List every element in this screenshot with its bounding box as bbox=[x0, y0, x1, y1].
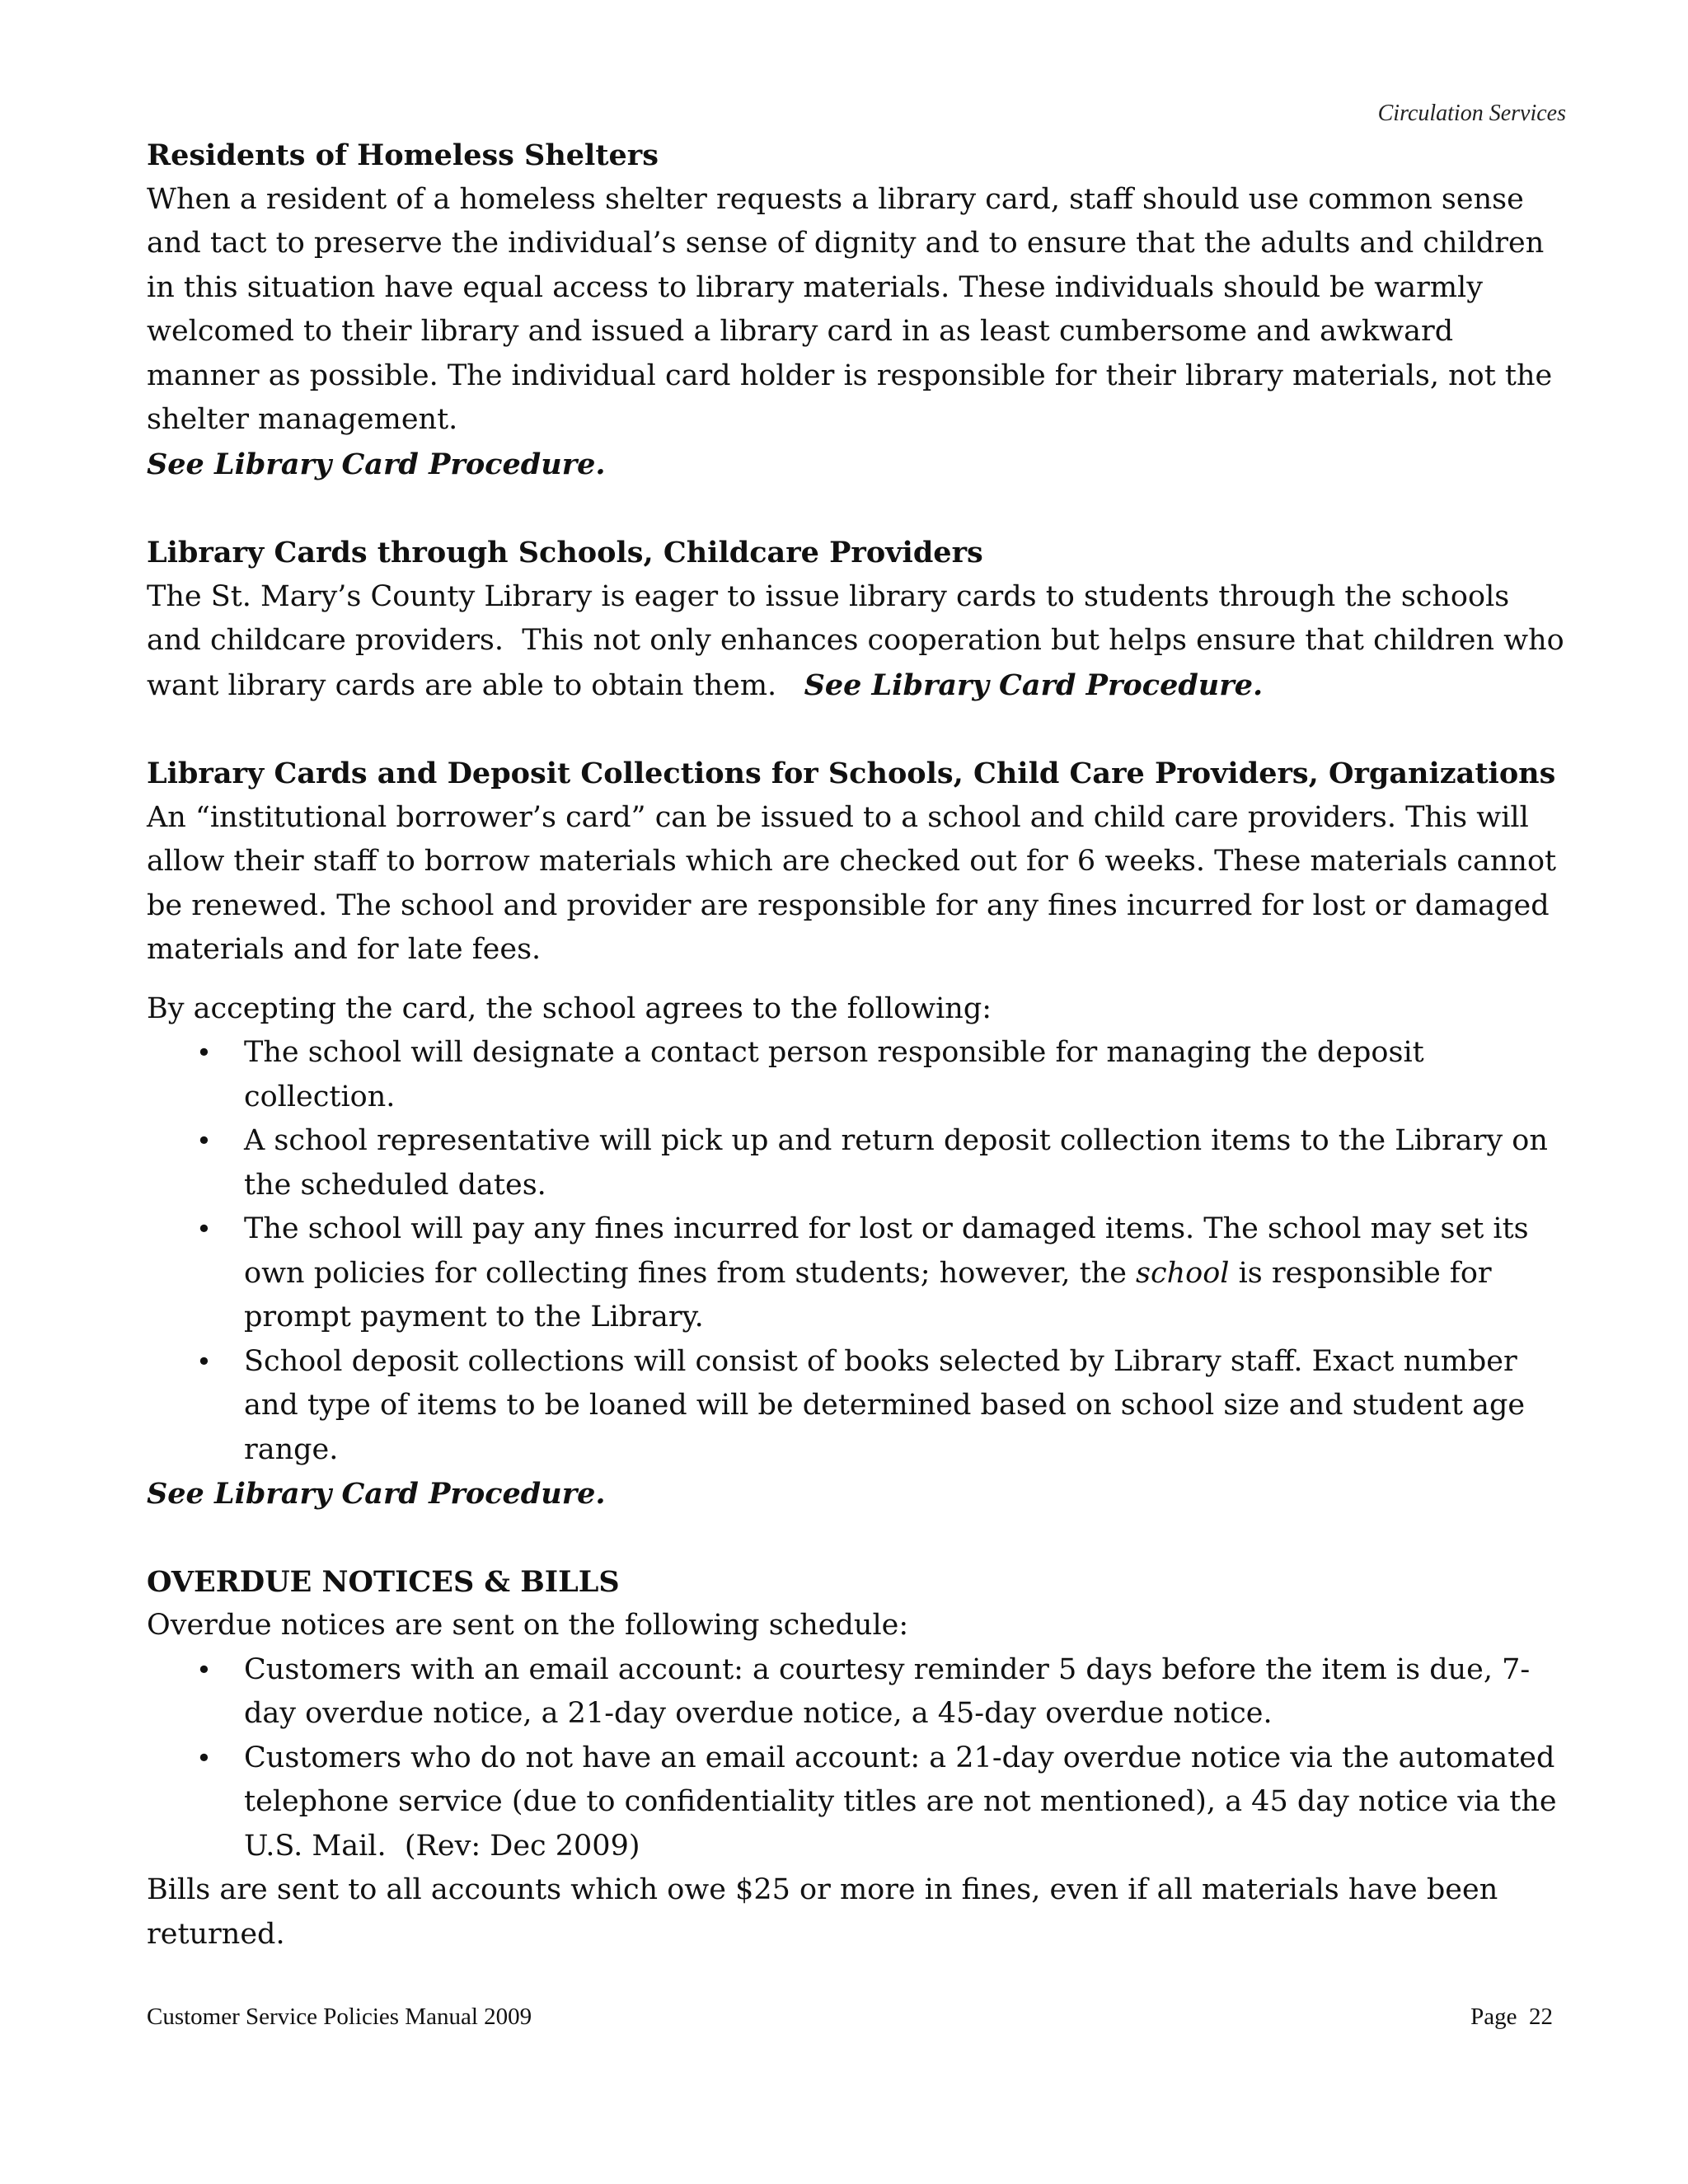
section-homeless-shelters bbox=[147, 134, 1566, 487]
list-intro: By accepting the card, the school agrees to the following: bbox=[147, 991, 992, 1025]
list-item-text: The school will pay any fines incurred for lost or damaged items. The school may set its own policies for collecting fines from students; however, the bbox=[244, 1212, 1529, 1290]
body-text: When a resident of a homeless shelter requests a library card, staff should use common sense and tact to preserve the individual’s sense of dignity and to ensure that the adults and children in this situation have equal access to library materials. These individuals should be warmly welcomed to their library and issued a library card in as least cumbersome and awkward manner as possible. The individual card holder is responsible for their library materials, not the shelter management. bbox=[147, 182, 1553, 436]
list-item-text: A school representative will pick up and return deposit collection items to the Library on the scheduled dates. bbox=[244, 1124, 1548, 1202]
body-text: The St. Mary’s County Library is eager to issue library cards to students through the schools and childcare providers. This not only enhances cooperation but helps ensure that children who want library cards are able to obtain them. bbox=[147, 579, 1573, 702]
list-item bbox=[196, 1736, 1566, 1869]
section-heading: Residents of Homeless Shelters bbox=[147, 138, 659, 172]
list-item-text: is responsible for prompt payment to the Library. bbox=[244, 1256, 1492, 1333]
section-body: An “institutional borrower’s card” can be issued to a school and child care providers. This will allow their staff to borrow materials which are checked out for 6 weeks. These materials cannot be renewed. The school and provider are responsible for any fines incurred for lost or damaged materials and for late fees. bbox=[147, 800, 1557, 966]
footer-page-number: Page 22 bbox=[1470, 2004, 1553, 2030]
bullet-icon: • bbox=[196, 1345, 212, 1377]
list-item bbox=[196, 1340, 1566, 1473]
list-item bbox=[196, 1207, 1566, 1340]
list-item bbox=[196, 1031, 1566, 1119]
section-body bbox=[147, 575, 1573, 709]
closing-text: Bills are sent to all accounts which owe $25 or more in fines, even if all materials have been returned. bbox=[147, 1873, 1498, 1951]
bullet-icon: • bbox=[196, 1125, 212, 1156]
running-header: Circulation Services bbox=[1377, 101, 1566, 126]
list-item bbox=[196, 1648, 1566, 1736]
emphasis-text: school bbox=[1136, 1256, 1230, 1290]
cross-reference: See Library Card Procedure. bbox=[147, 447, 606, 481]
document-page bbox=[147, 0, 1573, 2184]
section-heading: OVERDUE NOTICES & BILLS bbox=[147, 1564, 620, 1599]
cross-reference: See Library Card Procedure. bbox=[804, 668, 1264, 702]
section-school-cards bbox=[147, 531, 1573, 708]
list-intro: Overdue notices are sent on the following schedule: bbox=[147, 1609, 909, 1642]
footer-manual-title: Customer Service Policies Manual 2009 bbox=[147, 2004, 532, 2030]
section-heading: Library Cards and Deposit Collections for Schools, Child Care Providers, Organizations bbox=[147, 757, 1556, 790]
agreement-list bbox=[147, 1031, 1566, 1472]
list-item-text: Customers who do not have an email account: a 21-day overdue notice via the automated telephone service (due to confidentiality titles are not mentioned), a 45 day notice via the U.S. Mail. (Rev: Dec 2009) bbox=[244, 1741, 1566, 1863]
bullet-icon: • bbox=[196, 1741, 212, 1774]
list-item-text: School deposit collections will consist of books selected by Library staff. Exact number and type of items to be loaned will be determined based on school size and student age range. bbox=[244, 1344, 1526, 1466]
cross-reference: See Library Card Procedure. bbox=[147, 1477, 606, 1511]
list-item-text: Customers with an email account: a courtesy reminder 5 days before the item is due, 7-day overdue notice, a 21-day overdue notice, a 45-day overdue notice. bbox=[244, 1652, 1531, 1730]
bullet-icon: • bbox=[196, 1653, 212, 1685]
section-deposit-collections bbox=[147, 752, 1566, 1516]
page-content bbox=[147, 134, 1573, 1957]
bullet-icon: • bbox=[196, 1213, 212, 1244]
schedule-list bbox=[147, 1648, 1566, 1869]
section-body bbox=[147, 178, 1566, 488]
section-heading: Library Cards through Schools, Childcare Providers bbox=[147, 536, 983, 569]
list-item-text: The school will designate a contact person responsible for managing the deposit collection. bbox=[244, 1036, 1424, 1113]
bullet-icon: • bbox=[196, 1037, 212, 1068]
list-item bbox=[196, 1119, 1566, 1207]
section-overdue-notices bbox=[147, 1560, 1566, 1957]
